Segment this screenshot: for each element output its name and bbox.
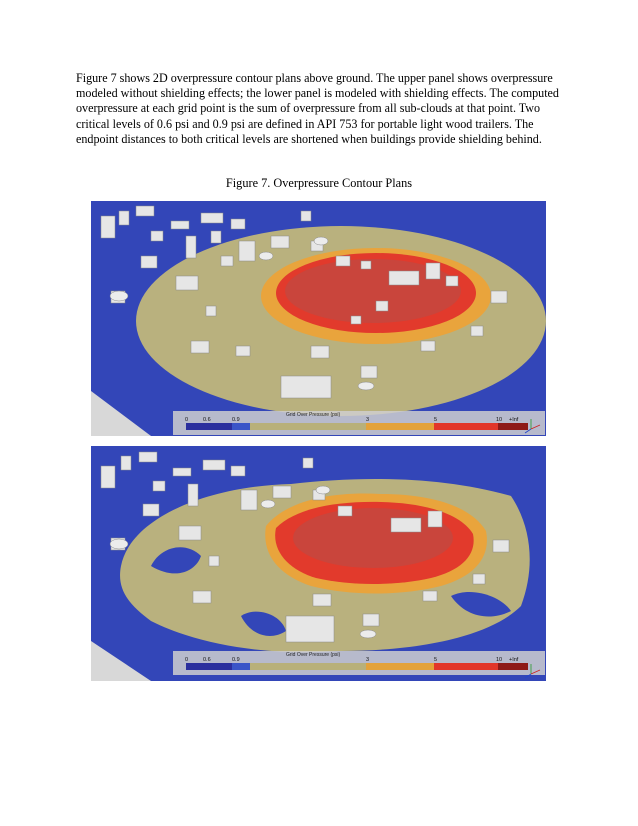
legend-tick-5: 5 [434,417,438,423]
body-paragraph: Figure 7 shows 2D overpressure contour plans above ground. The upper panel shows overpressure modeled without shielding effects; the lower panel is modeled with shielding effects. The computed overpressure at each grid point is the sum of overpressure from all sub-clouds at that point. Two critical levels of 0.6 psi and 0.9 psi are defined in API 753 for portable light wood trailers. The endpoint distances to both critical levels are shortened when buildings provide shielding behind. [76,71,559,146]
legend-tick-0.6: 0.6 [203,657,211,663]
legend-tick-0.9: 0.9 [232,417,240,423]
legend-tick-0: 0 [185,417,189,423]
legend-tick-10: 10 [496,657,503,663]
legend-tick-3: 3 [366,657,370,663]
legend-bottom [173,651,545,675]
figure-caption: Figure 7. Overpressure Contour Plans [225,176,413,190]
legend-tick-inf: +Inf [509,657,519,663]
legend-tick-5: 5 [434,657,438,663]
legend-title: Grid Over Pressure (psi) [286,652,341,658]
legend-tick-10: 10 [496,417,503,423]
contour-svg-bottom [91,446,546,681]
legend-tick-inf: +Inf [509,417,519,423]
legend-tick-0: 0 [185,657,189,663]
legend-title: Grid Over Pressure (psi) [286,412,341,418]
contour-plot-with-shielding [91,446,546,681]
legend-tick-3: 3 [366,417,370,423]
legend-tick-0.6: 0.6 [203,417,211,423]
legend-top [173,411,545,435]
contour-svg-top [91,201,546,436]
contour-plot-without-shielding [91,201,546,436]
legend-tick-0.9: 0.9 [232,657,240,663]
